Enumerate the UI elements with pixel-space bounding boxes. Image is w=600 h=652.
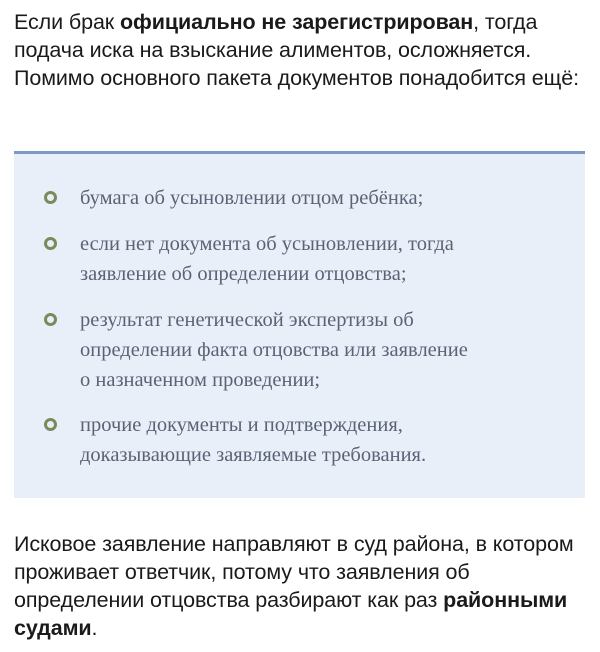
list-item-text: бумага об усыновлении отцом ребёнка;	[80, 187, 424, 209]
intro-paragraph	[14, 8, 592, 92]
intro-text-start: Если брак	[14, 10, 120, 34]
outro-paragraph	[14, 530, 592, 642]
list-item-text: если нет документа об усыновлении, тогда заявление об определении отцовства;	[80, 233, 454, 285]
outro-text-start: Исковое заявление направляют в суд района, в котором проживает ответчик, потому что заявления об определении отцовства разбирают как раз	[14, 532, 574, 612]
circle-bullet-icon	[44, 237, 57, 250]
outro-bold-phrase: районными судами	[14, 588, 568, 640]
circle-bullet-icon	[44, 313, 57, 326]
circle-bullet-icon	[44, 418, 57, 431]
documents-callout-box	[14, 151, 585, 498]
intro-text-end: , тогда подача иска на взыскание алиментов, осложняется. Помимо основного пакета документов понадобится ещё:	[14, 10, 579, 90]
list-item-text: прочие документы и подтверждения, доказывающие заявляемые требования.	[80, 414, 427, 466]
intro-bold-phrase: официально не зарегистрирован	[120, 10, 474, 34]
outro-text-end: .	[91, 616, 98, 640]
circle-bullet-icon	[44, 191, 57, 204]
list-item-text: результат генетической экспертизы об определении факта отцовства или заявление о назначенном проведении;	[80, 309, 468, 391]
